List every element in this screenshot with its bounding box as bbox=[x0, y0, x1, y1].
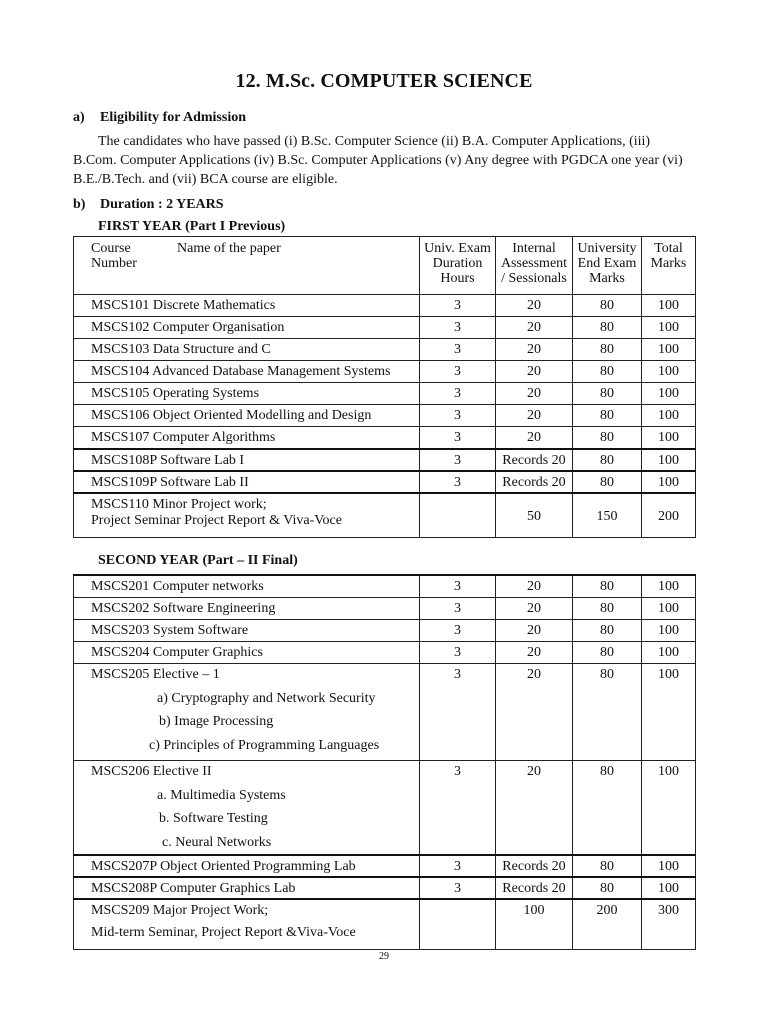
project-paper-line: Mid-term Seminar, Project Report &Viva-Voce bbox=[91, 925, 356, 940]
hours-cell: 3 bbox=[420, 855, 496, 877]
paper-cell: MSCS202 Software Engineering bbox=[74, 597, 420, 619]
internal-cell: 20 bbox=[496, 339, 573, 361]
total-cell: 100 bbox=[642, 383, 696, 405]
eligibility-paragraph bbox=[73, 132, 695, 189]
hours-cell: 3 bbox=[420, 339, 496, 361]
hours-cell: 3 bbox=[420, 383, 496, 405]
total-cell: 100 bbox=[642, 471, 696, 493]
hours-cell: 3 bbox=[420, 427, 496, 449]
end-exam-cell: 80 bbox=[573, 471, 642, 493]
paper-cell: MSCS204 Computer Graphics bbox=[74, 641, 420, 663]
internal-cell: 20 bbox=[496, 663, 573, 760]
header-internal-label: Assessment bbox=[500, 256, 568, 271]
header-internal-label: / Sessionals bbox=[501, 271, 567, 286]
header-course-cell bbox=[74, 237, 420, 295]
paper-cell: MSCS208P Computer Graphics Lab bbox=[74, 877, 420, 899]
eligibility-label: a) bbox=[73, 110, 85, 125]
duration-heading bbox=[73, 197, 224, 213]
total-cell: 100 bbox=[642, 449, 696, 471]
end-exam-cell: 80 bbox=[573, 877, 642, 899]
internal-cell: 100 bbox=[496, 899, 573, 950]
total-cell: 100 bbox=[642, 597, 696, 619]
end-exam-cell: 80 bbox=[573, 383, 642, 405]
table-row bbox=[74, 383, 696, 405]
table-row bbox=[74, 619, 696, 641]
internal-cell: 20 bbox=[496, 361, 573, 383]
internal-cell: 20 bbox=[496, 383, 573, 405]
hours-cell: 3 bbox=[420, 405, 496, 427]
table-row bbox=[74, 449, 696, 471]
first-year-heading: FIRST YEAR (Part I Previous) bbox=[98, 219, 286, 234]
table-row bbox=[74, 663, 696, 760]
table-header-row bbox=[74, 237, 696, 295]
total-cell: 100 bbox=[642, 317, 696, 339]
header-end-label: University bbox=[577, 241, 637, 256]
paper-cell: MSCS102 Computer Organisation bbox=[74, 317, 420, 339]
header-end-label: Marks bbox=[589, 271, 625, 286]
hours-cell: 3 bbox=[420, 361, 496, 383]
project-paper-line: MSCS110 Minor Project work; bbox=[91, 496, 267, 512]
header-total-label: Marks bbox=[650, 256, 687, 271]
header-internal-cell bbox=[496, 237, 573, 295]
hours-cell bbox=[420, 899, 496, 950]
internal-cell: 20 bbox=[496, 619, 573, 641]
header-internal-label: Internal bbox=[512, 241, 556, 256]
internal-cell: 20 bbox=[496, 760, 573, 855]
hours-cell: 3 bbox=[420, 449, 496, 471]
paper-cell: MSCS201 Computer networks bbox=[74, 575, 420, 597]
elective-option: a. Multimedia Systems bbox=[157, 787, 286, 803]
end-exam-cell: 80 bbox=[573, 619, 642, 641]
hours-cell: 3 bbox=[420, 760, 496, 855]
end-exam-cell: 200 bbox=[573, 899, 642, 950]
end-exam-cell: 80 bbox=[573, 855, 642, 877]
end-exam-cell: 80 bbox=[573, 339, 642, 361]
header-course-label: Course bbox=[91, 241, 131, 256]
page-title: 12. M.Sc. COMPUTER SCIENCE bbox=[235, 70, 533, 92]
internal-cell: Records 20 bbox=[496, 877, 573, 899]
header-total-cell bbox=[642, 237, 696, 295]
hours-cell: 3 bbox=[420, 641, 496, 663]
paper-cell: MSCS109P Software Lab II bbox=[74, 471, 420, 493]
hours-cell: 3 bbox=[420, 619, 496, 641]
end-exam-cell: 80 bbox=[573, 641, 642, 663]
total-cell: 100 bbox=[642, 295, 696, 317]
table-row bbox=[74, 361, 696, 383]
paper-cell bbox=[74, 493, 420, 538]
duration-label: b) bbox=[73, 197, 86, 212]
paper-cell bbox=[74, 899, 420, 950]
total-cell: 100 bbox=[642, 760, 696, 855]
end-exam-cell: 80 bbox=[573, 663, 642, 760]
end-exam-cell: 80 bbox=[573, 427, 642, 449]
table-row bbox=[74, 899, 696, 950]
table-row bbox=[74, 597, 696, 619]
total-cell: 100 bbox=[642, 361, 696, 383]
table-row bbox=[74, 471, 696, 493]
header-univ-label: Duration bbox=[432, 256, 483, 271]
table-row bbox=[74, 877, 696, 899]
table-row bbox=[74, 855, 696, 877]
paper-cell: MSCS203 System Software bbox=[74, 619, 420, 641]
total-cell: 100 bbox=[642, 405, 696, 427]
table-row bbox=[74, 575, 696, 597]
total-cell: 200 bbox=[642, 493, 696, 538]
paper-cell: MSCS105 Operating Systems bbox=[74, 383, 420, 405]
elective-option: b. Software Testing bbox=[159, 811, 268, 826]
internal-cell: Records 20 bbox=[496, 855, 573, 877]
internal-cell: Records 20 bbox=[496, 471, 573, 493]
end-exam-cell: 80 bbox=[573, 317, 642, 339]
elective-option: a) Cryptography and Network Security bbox=[157, 690, 376, 706]
elective-paper-title: MSCS205 Elective – 1 bbox=[91, 666, 220, 682]
duration-title: Duration : 2 YEARS bbox=[100, 197, 224, 212]
internal-cell: Records 20 bbox=[496, 449, 573, 471]
end-exam-cell: 80 bbox=[573, 361, 642, 383]
second-year-heading: SECOND YEAR (Part – II Final) bbox=[98, 553, 298, 568]
hours-cell bbox=[420, 493, 496, 538]
total-cell: 100 bbox=[642, 427, 696, 449]
elective-1-cell bbox=[74, 663, 420, 760]
paper-cell: MSCS101 Discrete Mathematics bbox=[74, 295, 420, 317]
internal-cell: 20 bbox=[496, 405, 573, 427]
hours-cell: 3 bbox=[420, 317, 496, 339]
total-cell: 100 bbox=[642, 575, 696, 597]
elective-2-cell bbox=[74, 760, 420, 855]
eligibility-heading bbox=[73, 110, 246, 126]
header-univ-label: Univ. Exam bbox=[424, 241, 491, 256]
hours-cell: 3 bbox=[420, 295, 496, 317]
internal-cell: 20 bbox=[496, 641, 573, 663]
eligibility-line: B.E./B.Tech. and (vii) BCA course are eligible. bbox=[73, 172, 338, 187]
end-exam-cell: 80 bbox=[573, 449, 642, 471]
eligibility-line: The candidates who have passed (i) B.Sc. Computer Science (ii) B.A. Computer Applications, (iii) bbox=[98, 134, 651, 149]
table-row bbox=[74, 295, 696, 317]
paper-cell: MSCS107 Computer Algorithms bbox=[74, 427, 420, 449]
paper-cell: MSCS103 Data Structure and C bbox=[74, 339, 420, 361]
project-paper-line: Project Seminar Project Report & Viva-Voce bbox=[91, 512, 342, 528]
elective-option: c. Neural Networks bbox=[162, 834, 272, 850]
paper-cell: MSCS106 Object Oriented Modelling and Design bbox=[74, 405, 420, 427]
paper-cell: MSCS104 Advanced Database Management Systems bbox=[74, 361, 420, 383]
internal-cell: 50 bbox=[496, 493, 573, 538]
page-number: 29 bbox=[379, 951, 389, 962]
hours-cell: 3 bbox=[420, 663, 496, 760]
paper-cell: MSCS108P Software Lab I bbox=[74, 449, 420, 471]
internal-cell: 20 bbox=[496, 427, 573, 449]
header-end-label: End Exam bbox=[577, 256, 637, 271]
hours-cell: 3 bbox=[420, 471, 496, 493]
elective-paper-title: MSCS206 Elective II bbox=[91, 763, 212, 779]
total-cell: 100 bbox=[642, 855, 696, 877]
elective-option: c) Principles of Programming Languages bbox=[149, 737, 380, 753]
total-cell: 300 bbox=[642, 899, 696, 950]
end-exam-cell: 150 bbox=[573, 493, 642, 538]
header-univ-label: Hours bbox=[440, 271, 475, 286]
total-cell: 100 bbox=[642, 339, 696, 361]
hours-cell: 3 bbox=[420, 877, 496, 899]
project-paper-line: MSCS209 Major Project Work; bbox=[91, 903, 269, 918]
table-row bbox=[74, 405, 696, 427]
eligibility-title: Eligibility for Admission bbox=[100, 110, 246, 125]
total-cell: 100 bbox=[642, 663, 696, 760]
end-exam-cell: 80 bbox=[573, 760, 642, 855]
end-exam-cell: 80 bbox=[573, 575, 642, 597]
elective-option: b) Image Processing bbox=[159, 714, 274, 729]
hours-cell: 3 bbox=[420, 575, 496, 597]
header-total-label: Total bbox=[654, 241, 683, 256]
internal-cell: 20 bbox=[496, 597, 573, 619]
internal-cell: 20 bbox=[496, 575, 573, 597]
first-year-table bbox=[73, 236, 696, 538]
end-exam-cell: 80 bbox=[573, 405, 642, 427]
eligibility-line: B.Com. Computer Applications (iv) B.Sc. Computer Applications (v) Any degree with PGDCA one year (vi) bbox=[73, 153, 683, 168]
table-row bbox=[74, 427, 696, 449]
header-paper-label: Name of the paper bbox=[177, 241, 281, 256]
table-row bbox=[74, 760, 696, 855]
header-course-label: Number bbox=[91, 256, 137, 271]
internal-cell: 20 bbox=[496, 317, 573, 339]
second-year-table bbox=[73, 574, 696, 950]
end-exam-cell: 80 bbox=[573, 295, 642, 317]
header-end-cell bbox=[573, 237, 642, 295]
header-univ-cell bbox=[420, 237, 496, 295]
total-cell: 100 bbox=[642, 877, 696, 899]
end-exam-cell: 80 bbox=[573, 597, 642, 619]
total-cell: 100 bbox=[642, 619, 696, 641]
paper-cell: MSCS207P Object Oriented Programming Lab bbox=[74, 855, 420, 877]
internal-cell: 20 bbox=[496, 295, 573, 317]
table-row bbox=[74, 317, 696, 339]
table-row bbox=[74, 641, 696, 663]
hours-cell: 3 bbox=[420, 597, 496, 619]
table-row bbox=[74, 493, 696, 538]
total-cell: 100 bbox=[642, 641, 696, 663]
table-row bbox=[74, 339, 696, 361]
